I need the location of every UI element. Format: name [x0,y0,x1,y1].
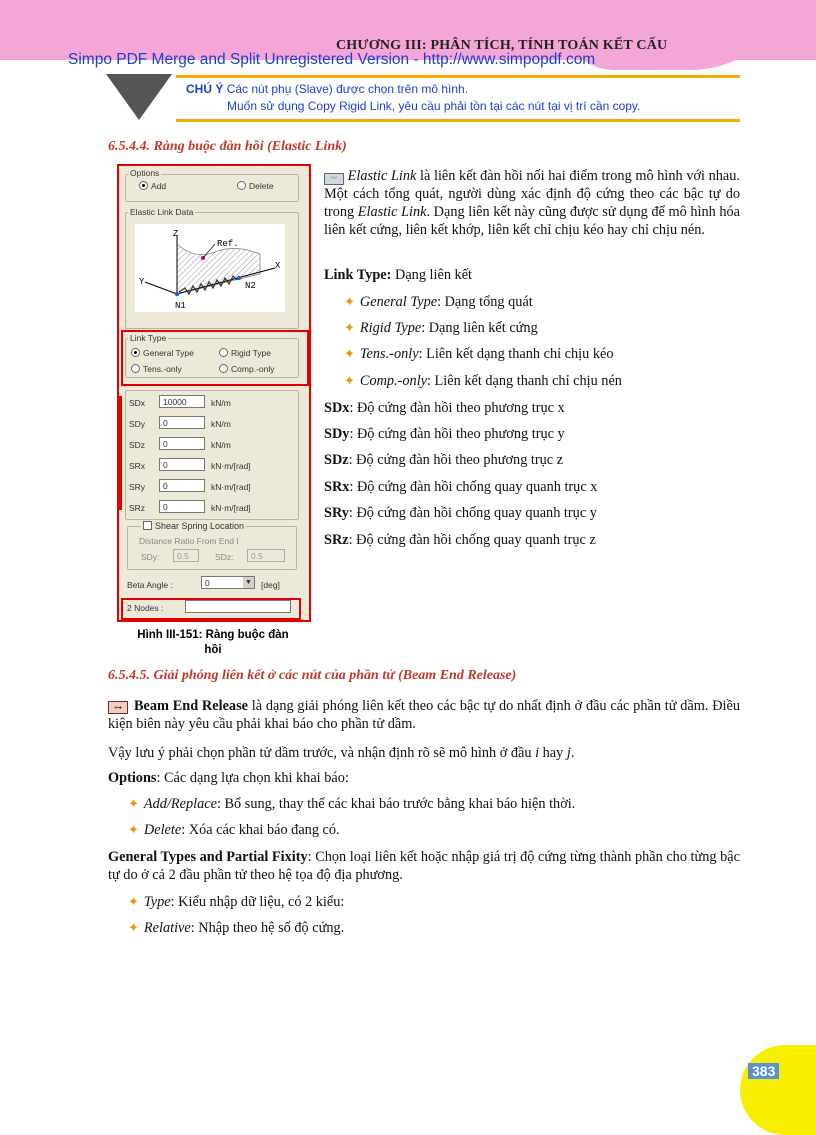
note-line-1 [186,82,468,96]
checkbox-icon [143,521,152,530]
srz-label: SRz [129,503,146,513]
star-bullet-icon: ✦ [128,894,139,909]
note-line-2: Muốn sử dụng Copy Rigid Link, yêu cầu phải tồn tại các nút tại vị trí cần copy. [227,99,641,113]
type-desc: : Liên kết dạng thanh chỉ chịu nén [427,373,622,389]
tens-only-label: Tens.-only [143,364,182,374]
sdx-input[interactable]: 10000 [159,395,205,408]
options-text: : Các dạng lựa chọn khi khai báo: [156,770,349,786]
rigid-type-label: Rigid Type [231,348,272,358]
type-item-relative [128,919,344,937]
sdz-input[interactable]: 0 [159,437,205,450]
param-desc: : Độ cứng đàn hồi theo phương trục x [349,400,565,416]
type2-term: Relative [143,920,191,936]
shear-sdy-label: SDy: [141,552,160,562]
p1-term: Beam End Release [134,698,248,714]
diagram-label-y: Y [139,277,145,287]
y-axis [145,282,177,294]
radio-checked-icon [131,348,140,357]
shear-spring-checkbox[interactable] [141,521,246,531]
elastic-link-data-title: Elastic Link Data [130,207,194,217]
shear-sdy-input[interactable]: 0.5 [173,549,199,562]
chapter-title: CHƯƠNG III: PHÂN TÍCH, TÍNH TOÁN KẾT CẤU [336,38,668,53]
p2-b: hay [539,745,567,761]
p2-a: Vậy lưu ý phải chọn phần tử dầm trước, và nhận định rõ sẽ mô hình ở đầu [108,745,536,761]
link-type-term: Link Type: [324,267,392,283]
srx-label: SRx [129,461,146,471]
add-label: Add [151,181,167,191]
type-term: Rigid Type [359,320,422,336]
stiffness-group [125,390,299,520]
p2-c: . [570,745,575,761]
param-desc: : Độ cứng đàn hồi chống quay quanh trục y [348,505,597,521]
options-term: Options [108,770,157,786]
type-term: General Type [359,294,438,310]
opt-term: Add/Replace [143,796,217,812]
opt-desc: : Bổ sung, thay thế các khai báo trước bằng khai báo hiện thời. [216,796,576,812]
gt-text: : Chọn loại liên kết hoặc nhập giá trị độ cứng từng thành phần cho từng bậc tự do ở cả 2 đầu phần tử theo hệ tọa độ địa phương. [108,849,740,883]
radio-unchecked-icon [237,181,246,190]
nodes-label: 2 Nodes : [127,603,164,613]
node-n2 [237,276,241,280]
type2-desc: : Nhập theo hệ số độ cứng. [190,920,345,936]
caption-line-2: hồi [204,644,222,656]
srz-input[interactable]: 0 [159,500,205,513]
sdx-unit: kN/m [211,398,231,408]
param-sdy [324,425,565,443]
beta-angle-select[interactable] [201,576,255,589]
beam-end-release-para [108,697,740,733]
param-desc: : Độ cứng đàn hồi theo phương trục z [348,452,564,468]
shear-spring-label: Shear Spring Location [155,521,245,531]
sdz-unit: kN/m [211,440,231,450]
param-term: SRz [324,532,349,548]
caption-line-1: Hình III-151: Ràng buộc đàn [137,629,289,641]
options-para [108,769,349,787]
p1-text: là dạng giải phóng liên kết theo các bậc tự do nhất định ở đầu các phần tử dầm. Điều kiện biên này yêu cầu phải khai báo cho phần tử dầm. [108,698,740,732]
page-number-badge [740,1045,816,1135]
sry-unit: kN·m/[rad] [211,482,251,492]
comp-only-label: Comp.-only [231,364,275,374]
elastic-link-icon: 〰 [324,173,344,185]
param-desc: : Độ cứng đàn hồi chống quay quanh trục x [349,479,598,495]
star-bullet-icon: ✦ [344,346,355,361]
param-desc: : Độ cứng đàn hồi chống quay quanh trục z [348,532,596,548]
sdy-label: SDy [129,419,146,429]
section-heading-elastic-link: 6.5.4.4. Ràng buộc đàn hồi (Elastic Link) [108,139,347,154]
star-bullet-icon: ✦ [128,822,139,837]
srx-unit: kN·m/[rad] [211,461,251,471]
type-item-general [344,293,533,311]
type-term: Comp.-only [359,373,428,389]
rigid-type-radio[interactable] [219,348,271,358]
type-item-type [128,893,344,911]
param-term: SRx [324,479,350,495]
param-desc: : Độ cứng đàn hồi theo phương trục y [349,426,565,442]
sdz-label: SDz [129,440,146,450]
param-srx [324,478,597,496]
radio-unchecked-icon [131,364,140,373]
tens-only-radio[interactable] [131,364,182,374]
link-type-title: Link Type [130,333,167,343]
link-diagram [135,224,285,312]
general-type-label: General Type [143,348,194,358]
section-heading-beam-end-release: 6.5.4.5. Giải phóng liên kết ở các nút của phần tử (Beam End Release) [108,668,517,683]
stiffness-highlight-bar [119,396,122,510]
diagram-label-n1: N1 [175,301,186,311]
beta-angle-unit: [deg] [261,580,280,590]
opt-term: Delete [143,822,182,838]
radio-checked-icon [139,181,148,190]
sdx-label: SDx [129,398,146,408]
diagram-label-ref: Ref. [217,239,239,249]
note-text-1: Các nút phụ (Slave) được chọn trên mô hình. [226,82,469,96]
param-sdz [324,451,563,469]
delete-radio[interactable] [237,181,274,191]
page-number: 383 [748,1063,779,1079]
type-item-tens [344,345,614,363]
diagram-label-x: X [275,261,281,271]
star-bullet-icon: ✦ [344,373,355,388]
param-term: SDx [324,400,350,416]
add-radio[interactable] [139,181,166,191]
note-triangle-icon [106,74,172,120]
sdy-unit: kN/m [211,419,231,429]
watermark: Simpo PDF Merge and Split Unregistered Version - http://www.simpopdf.com [68,51,596,68]
type-item-comp [344,372,622,390]
elastic-link-intro [324,167,740,239]
beam-end-release-icon: ⊶ [108,701,128,714]
note-bottom-rule [176,119,740,122]
link-type-desc: Dạng liên kết [391,267,473,283]
general-type-radio[interactable] [131,348,194,358]
p2-i: i [535,745,540,761]
link-diagram-svg [135,224,285,312]
intro-text-a: là liên kết đàn hồi nối hai điểm trong mô hình với nhau. Một cách tổng quát, người dùng xác định độ cứng theo các bậc tự do trong [324,168,740,220]
figure-caption [108,628,318,658]
options-group-title: Options [130,168,160,178]
gt-term: General Types and Partial Fixity [108,849,308,865]
diagram-label-z: Z [173,229,179,239]
type2-term: Type [143,894,171,910]
star-bullet-icon: ✦ [344,294,355,309]
sry-label: SRy [129,482,146,492]
sdy-input[interactable]: 0 [159,416,205,429]
type-item-rigid [344,319,538,337]
star-bullet-icon: ✦ [344,320,355,335]
elastic-link-dialog [117,164,311,622]
type-desc: : Dạng tổng quát [437,294,533,310]
type-desc: : Liên kết dạng thanh chỉ chịu kéo [418,346,614,362]
general-types-para [108,848,740,884]
diagram-label-n2: N2 [245,281,256,291]
distance-ratio-label: Distance Ratio From End I [139,536,239,546]
type-desc: : Dạng liên kết cứng [421,320,538,336]
opt-item-add-replace [128,795,575,813]
chevron-down-icon[interactable]: ▼ [243,577,254,588]
p2-j: j [566,745,571,761]
beta-angle-value: 0 [205,578,210,588]
star-bullet-icon: ✦ [128,796,139,811]
opt-desc: : Xóa các khai báo đang có. [181,822,340,838]
comp-only-radio[interactable] [219,364,274,374]
beta-angle-label: Beta Angle : [127,580,173,590]
delete-label: Delete [249,181,274,191]
param-term: SDz [324,452,349,468]
nodes-input[interactable] [185,600,291,613]
param-srz [324,531,596,549]
srx-input[interactable]: 0 [159,458,205,471]
shear-sdz-label: SDz: [215,552,234,562]
sry-input[interactable]: 0 [159,479,205,492]
note-para [108,744,574,762]
link-type-line [324,266,472,284]
shear-spring-group [127,526,297,570]
type2-desc: : Kiểu nhập dữ liệu, có 2 kiểu: [170,894,345,910]
opt-item-delete [128,821,340,839]
radio-unchecked-icon [219,348,228,357]
param-sry [324,504,597,522]
note-top-rule [176,75,740,78]
param-term: SDy [324,426,350,442]
note-label: CHÚ Ý [186,82,224,96]
param-sdx [324,399,565,417]
star-bullet-icon: ✦ [128,920,139,935]
param-term: SRy [324,505,349,521]
intro-term-2: Elastic Link [357,204,427,220]
intro-term-1: Elastic Link [347,168,417,184]
type-term: Tens.-only [359,346,419,362]
intro-text-b: . Dạng liên kết này cũng được sử dụng để mô hình hóa liên kết cứng, liên kết khớp, liên kết chỉ chịu kéo hay chỉ chịu nén. [324,204,740,238]
shear-sdz-input[interactable]: 0.5 [247,549,285,562]
node-n1 [175,292,179,296]
srz-unit: kN·m/[rad] [211,503,251,513]
radio-unchecked-icon [219,364,228,373]
